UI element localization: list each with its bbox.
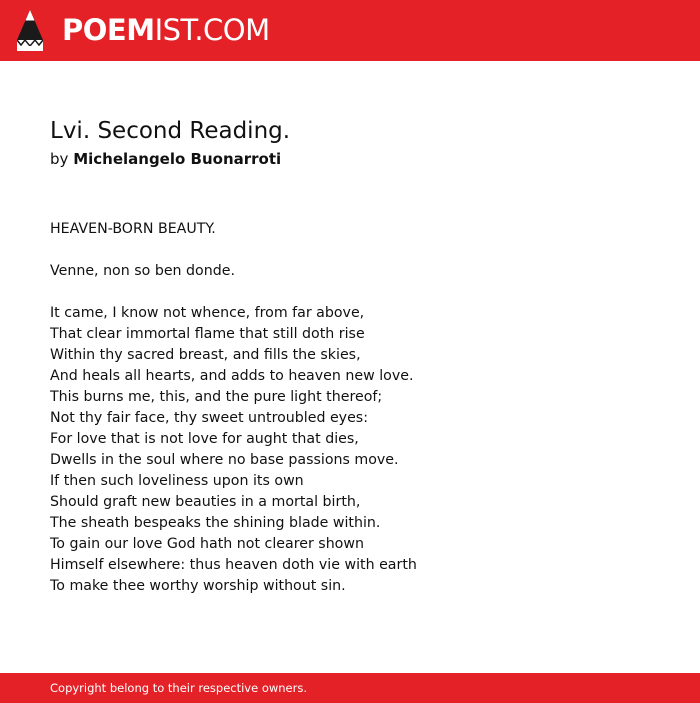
poem-body xyxy=(50,219,670,618)
poem-line: This burns me, this, and the pure light thereof; xyxy=(50,389,383,405)
by-label: by xyxy=(50,150,69,168)
logo-light-text: IST.COM xyxy=(154,13,270,47)
poem-title: Lvi. Second Reading. xyxy=(50,118,291,144)
logo-bold-text: POEM xyxy=(62,13,155,47)
site-header xyxy=(0,0,700,61)
poem-line: Dwells in the soul where no base passions move. xyxy=(50,452,399,468)
poem-line: The sheath bespeaks the shining blade within. xyxy=(50,515,381,531)
site-logo[interactable] xyxy=(62,12,270,48)
poem-line: And heals all hearts, and adds to heaven new love. xyxy=(50,368,414,384)
poem-line: That clear immortal flame that still doth rise xyxy=(50,326,365,342)
poem-line: It came, I know not whence, from far above, xyxy=(50,305,365,321)
poem-stanza xyxy=(50,303,670,597)
poem-line: Within thy sacred breast, and fills the skies, xyxy=(50,347,361,363)
poem-line: Himself elsewhere: thus heaven doth vie with earth xyxy=(50,557,417,573)
site-footer xyxy=(0,673,700,703)
copyright-text: Copyright belong to their respective owners. xyxy=(50,681,308,695)
poem-heading: HEAVEN-BORN BEAUTY. xyxy=(50,221,216,237)
poem-line: If then such loveliness upon its own xyxy=(50,473,304,489)
poem-line: For love that is not love for aught that dies, xyxy=(50,431,359,447)
poem-line: To make thee worthy worship without sin. xyxy=(50,578,346,594)
poem-line: Should graft new beauties in a mortal birth, xyxy=(50,494,361,510)
author-name: Michelangelo Buonarroti xyxy=(73,150,282,168)
poem-line: To gain our love God hath not clearer shown xyxy=(50,536,364,552)
byline xyxy=(50,149,281,169)
poem-epigraph: Venne, non so ben donde. xyxy=(50,263,235,279)
pencil-icon[interactable] xyxy=(17,10,43,51)
poem-line: Not thy fair face, thy sweet untroubled eyes: xyxy=(50,410,368,426)
